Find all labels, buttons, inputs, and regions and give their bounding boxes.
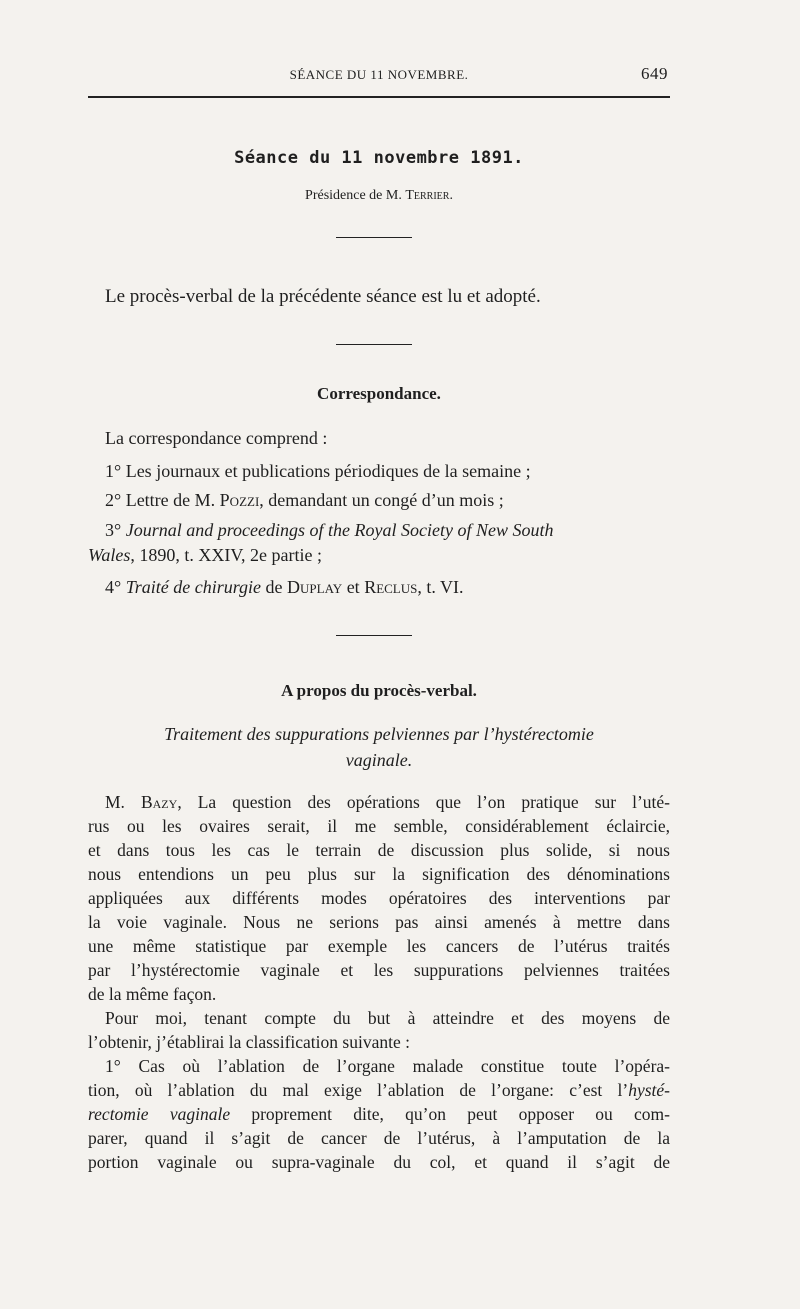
section-divider (336, 344, 412, 345)
paragraph-text: tion, où l’ablation du mal exige l’ablation de l’organe: c’est l’ (88, 1080, 629, 1100)
item4-author-2: Reclus (364, 577, 418, 597)
correspondance-intro: La correspondance comprend : (105, 428, 328, 448)
paragraph-line: rus ou les ovaires serait, il me semble, considérablement éclaircie, (88, 816, 670, 836)
paragraph-line: l’obtenir, j’établirai la classification suivante : (88, 1032, 410, 1052)
correspondance-item-1: 1° Les journaux et publications périodiques de la semaine ; (105, 461, 531, 481)
speaker-prefix: M. (105, 792, 141, 812)
item4-book-title: Traité de chirurgie (125, 577, 262, 597)
item4-et: et (342, 577, 365, 597)
item4-number: 4° (105, 577, 126, 597)
correspondance-heading: Correspondance. (317, 384, 441, 403)
paragraph-line: la voie vaginale. Nous ne serions pas ainsi amenés à mettre dans (88, 912, 670, 932)
article-subtitle-line-1: Traitement des suppurations pelviennes par l’hystérectomie (164, 724, 594, 744)
item3-number: 3° (105, 520, 126, 540)
paragraph-line (105, 792, 670, 813)
paragraph-line: une même statistique par exemple les cancers de l’utérus traités (88, 936, 670, 956)
section-divider (336, 237, 412, 238)
item2-prefix: 2° Lettre de M. (105, 490, 220, 510)
paragraph-line: et dans tous les cas le terrain de discussion plus solide, si nous (88, 840, 670, 860)
header-rule (88, 96, 670, 98)
minutes-statement: Le procès-verbal de la précédente séance est lu et adopté. (105, 286, 541, 307)
paragraph-line: par l’hystérectomie vaginale et les suppurations pelviennes traitées (88, 960, 670, 980)
paragraph-text: , La question des opérations que l’on pratique sur l’uté- (177, 792, 671, 812)
paragraph-line: de la même façon. (88, 984, 217, 1004)
item3-rest: , 1890, t. XXIV, 2e partie ; (130, 545, 322, 565)
paragraph-italic-term: rectomie vaginale (88, 1104, 231, 1124)
paragraph-line: appliquées aux différents modes opératoires des interventions par (88, 888, 670, 908)
item2-name: Pozzi (219, 490, 260, 510)
paragraph-line: nous entendions un peu plus sur la signification des dénominations (88, 864, 670, 884)
paragraph-line (88, 1104, 670, 1125)
correspondance-item-3-cont (88, 545, 322, 566)
article-subtitle-line-2: vaginale. (345, 750, 413, 770)
section-divider (336, 635, 412, 636)
paragraph-line: Pour moi, tenant compte du but à atteindre et des moyens de (105, 1008, 670, 1028)
speaker-name: Bazy (140, 792, 178, 812)
paragraph-line (88, 1080, 670, 1101)
paragraph-line: parer, quand il s’agit de cancer de l’utérus, à l’amputation de la (88, 1128, 670, 1148)
paragraph-italic-term: hysté- (628, 1080, 670, 1100)
presidence-prefix: Présidence de M. (305, 188, 406, 203)
running-head (88, 64, 670, 86)
paragraph-text: proprement dite, qu’on peut opposer ou com- (230, 1104, 670, 1124)
running-title: SÉANCE DU 11 NOVEMBRE. (289, 67, 469, 82)
page-number: 649 (641, 64, 668, 83)
proces-verbal-heading: A propos du procès-verbal. (281, 681, 477, 700)
president-name: Terrier (405, 188, 450, 203)
item2-suffix: , demandant un congé d’un mois ; (259, 490, 504, 510)
paragraph-line: portion vaginale ou supra-vaginale du col, et quand il s’agit de (88, 1152, 670, 1172)
item4-de: de (261, 577, 288, 597)
item3-journal-title: Journal and proceedings of the Royal Society of New South (125, 520, 554, 540)
item3-journal-title-cont: Wales (88, 545, 131, 565)
item4-rest: , t. VI. (417, 577, 464, 597)
presidence-suffix: . (449, 188, 453, 203)
correspondance-item-3 (105, 520, 553, 541)
item4-author-1: Duplay (287, 577, 343, 597)
correspondance-item-2 (105, 490, 504, 511)
presidence-line (88, 188, 670, 204)
paragraph-line: 1° Cas où l’ablation de l’organe malade constitue toute l’opéra- (105, 1056, 670, 1076)
correspondance-item-4 (105, 577, 464, 598)
session-title: Séance du 11 novembre 1891. (234, 148, 524, 168)
